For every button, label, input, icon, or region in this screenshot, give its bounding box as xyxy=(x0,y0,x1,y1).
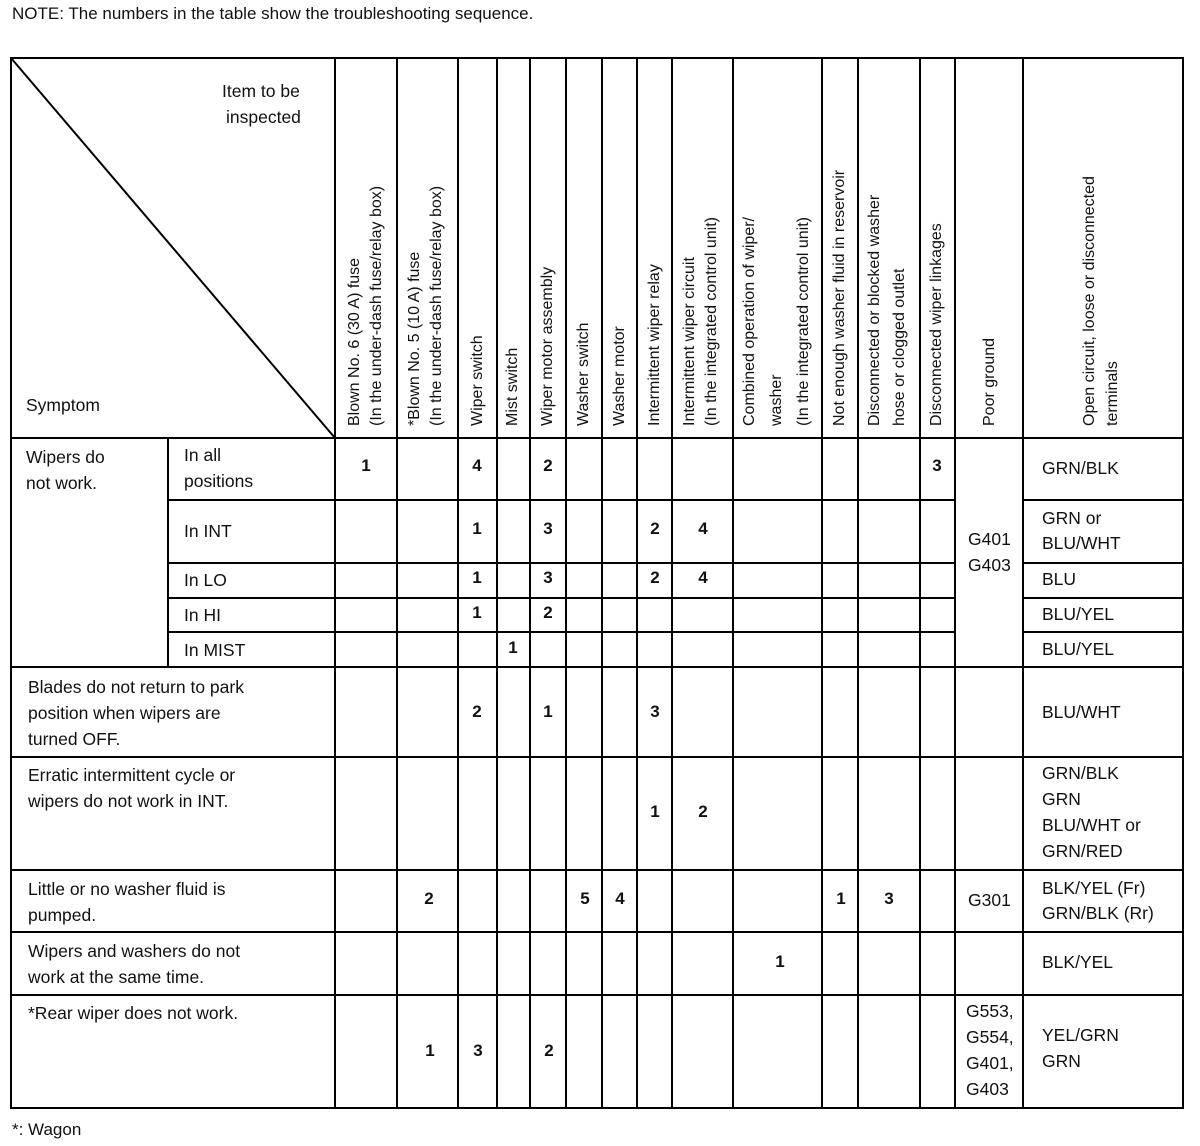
col-header-hose-line2: hose or clogged outlet xyxy=(891,268,908,426)
ground-int-lo-line1: G401 xyxy=(968,529,1011,549)
terminal-hi: BLU/YEL xyxy=(1042,604,1114,624)
seq-hi-c5: 2 xyxy=(543,603,553,622)
terminal-erratic-line4: GRN/RED xyxy=(1042,841,1123,861)
ground-rear-line4: G403 xyxy=(966,1079,1009,1099)
seq-int-c3: 1 xyxy=(472,519,482,538)
seq-erratic-c9: 2 xyxy=(698,802,708,821)
symptom-header: Symptom xyxy=(26,395,100,415)
symptom-little-line2: pumped. xyxy=(28,905,97,925)
col-header-fuse5-line2: (In the under-dash fuse/relay box) xyxy=(428,185,445,426)
terminal-blades: BLU/WHT xyxy=(1042,702,1121,722)
ground-rear-line3: G401, xyxy=(966,1053,1014,1073)
seq-int-c9: 4 xyxy=(698,519,708,538)
sub-all-line2: positions xyxy=(184,471,254,491)
col-header-open-circuit-line1: Open circuit, loose or disconnected xyxy=(1081,176,1098,426)
col-header-fuse6-line2: (In the under-dash fuse/relay box) xyxy=(368,185,385,426)
symptom-same-line1: Wipers and washers do not xyxy=(28,941,241,961)
col-header-int-relay: Intermittent wiper relay xyxy=(646,264,663,426)
col-header-hose-line1: Disconnected or blocked washer xyxy=(866,194,883,426)
col-header-combined-line1: Combined operation of wiper/ xyxy=(741,216,758,426)
sub-mist: In MIST xyxy=(184,640,246,660)
col-header-wiper-switch: Wiper switch xyxy=(469,335,486,426)
seq-int-c5: 3 xyxy=(543,519,553,538)
seq-all-c3: 4 xyxy=(472,456,482,475)
seq-lo-c5: 3 xyxy=(543,568,553,587)
note-text: NOTE: The numbers in the table show the troubleshooting sequence. xyxy=(12,4,534,23)
sub-all-line1: In all xyxy=(184,445,221,465)
item-to-be-inspected-line2: inspected xyxy=(226,107,301,127)
symptom-same-line2: work at the same time. xyxy=(28,967,205,987)
terminal-erratic-line1: GRN/BLK xyxy=(1042,763,1119,783)
seq-all-c5: 2 xyxy=(543,456,553,475)
footnote: *: Wagon xyxy=(12,1120,82,1139)
ground-int-lo-line2: G403 xyxy=(968,555,1011,575)
item-to-be-inspected-line1: Item to be xyxy=(222,81,300,101)
seq-lo-c3: 1 xyxy=(472,568,482,587)
col-header-combined-line2: washer xyxy=(768,374,785,426)
terminal-mist: BLU/YEL xyxy=(1042,639,1114,659)
symptom-rear: *Rear wiper does not work. xyxy=(28,1003,239,1023)
terminal-same: BLK/YEL xyxy=(1042,952,1114,972)
seq-mist-c4: 1 xyxy=(508,638,518,657)
seq-little-c11: 1 xyxy=(836,889,846,908)
terminal-little-line2: GRN/BLK (Rr) xyxy=(1042,903,1154,923)
col-header-int-circuit-line2: (In the integrated control unit) xyxy=(703,216,720,426)
symptom-little-line1: Little or no washer fluid is xyxy=(28,879,226,899)
terminal-rear-line2: GRN xyxy=(1042,1051,1081,1071)
seq-int-c8: 2 xyxy=(650,519,660,538)
seq-blades-c8: 3 xyxy=(650,702,660,721)
col-header-washer-motor: Washer motor xyxy=(611,326,628,426)
symptom-wipers-line1: Wipers do xyxy=(26,447,105,467)
col-header-washer-fluid: Not enough washer fluid in reservoir xyxy=(831,169,848,426)
terminal-int-line2: BLU/WHT xyxy=(1042,533,1121,553)
col-header-washer-switch: Washer switch xyxy=(575,322,592,426)
terminal-rear-line1: YEL/GRN xyxy=(1042,1025,1119,1045)
terminal-little-line1: BLK/YEL (Fr) xyxy=(1042,878,1146,898)
col-header-poor-ground: Poor ground xyxy=(981,337,998,426)
symptom-blades-line2: position when wipers are xyxy=(28,703,221,723)
col-header-mist-switch: Mist switch xyxy=(504,347,521,426)
terminal-int-line1: GRN or xyxy=(1042,508,1102,528)
symptom-blades-line3: turned OFF. xyxy=(28,729,121,749)
col-header-fuse6-line1: Blown No. 6 (30 A) fuse xyxy=(346,257,363,426)
col-header-wiper-motor: Wiper motor assembly xyxy=(539,266,556,426)
symptom-erratic-line2: wipers do not work in INT. xyxy=(28,791,229,811)
ground-rear-line2: G554, xyxy=(966,1027,1014,1047)
ground-rear-line1: G553, xyxy=(966,1001,1014,1021)
seq-rear-c3: 3 xyxy=(473,1041,483,1060)
terminal-all: GRN/BLK xyxy=(1042,458,1119,478)
col-header-open-circuit-line2: terminals xyxy=(1104,361,1121,426)
seq-rear-c5: 2 xyxy=(544,1041,554,1060)
seq-hi-c3: 1 xyxy=(472,603,482,622)
seq-little-c12: 3 xyxy=(884,889,894,908)
sub-int: In INT xyxy=(184,521,232,541)
symptom-blades-line1: Blades do not return to park xyxy=(28,677,244,697)
symptom-wipers-line2: not work. xyxy=(26,473,97,493)
seq-blades-c5: 1 xyxy=(543,702,553,721)
seq-rear-c2: 1 xyxy=(425,1041,435,1060)
terminal-lo: BLU xyxy=(1042,569,1077,589)
seq-all-c13: 3 xyxy=(932,456,942,475)
seq-erratic-c8: 1 xyxy=(650,802,660,821)
seq-little-c7: 4 xyxy=(615,889,625,908)
col-header-fuse5-line1: *Blown No. 5 (10 A) fuse xyxy=(406,251,423,426)
seq-all-c1: 1 xyxy=(361,456,371,475)
col-header-int-circuit-line1: Intermittent wiper circuit xyxy=(681,257,698,426)
col-header-combined-line3: (In the integrated control unit) xyxy=(795,216,812,426)
seq-lo-c8: 2 xyxy=(650,568,660,587)
sub-hi: In HI xyxy=(184,605,221,625)
sub-lo: In LO xyxy=(184,570,227,590)
seq-little-c2: 2 xyxy=(424,889,434,908)
terminal-erratic-line3: BLU/WHT or xyxy=(1042,815,1141,835)
seq-blades-c3: 2 xyxy=(472,702,482,721)
ground-little: G301 xyxy=(968,890,1011,910)
seq-lo-c9: 4 xyxy=(698,568,708,587)
seq-little-c6: 5 xyxy=(580,889,590,908)
col-header-linkages: Disconnected wiper linkages xyxy=(928,223,945,426)
terminal-erratic-line2: GRN xyxy=(1042,789,1081,809)
seq-same-c10: 1 xyxy=(775,952,785,971)
symptom-erratic-line1: Erratic intermittent cycle or xyxy=(28,765,236,785)
